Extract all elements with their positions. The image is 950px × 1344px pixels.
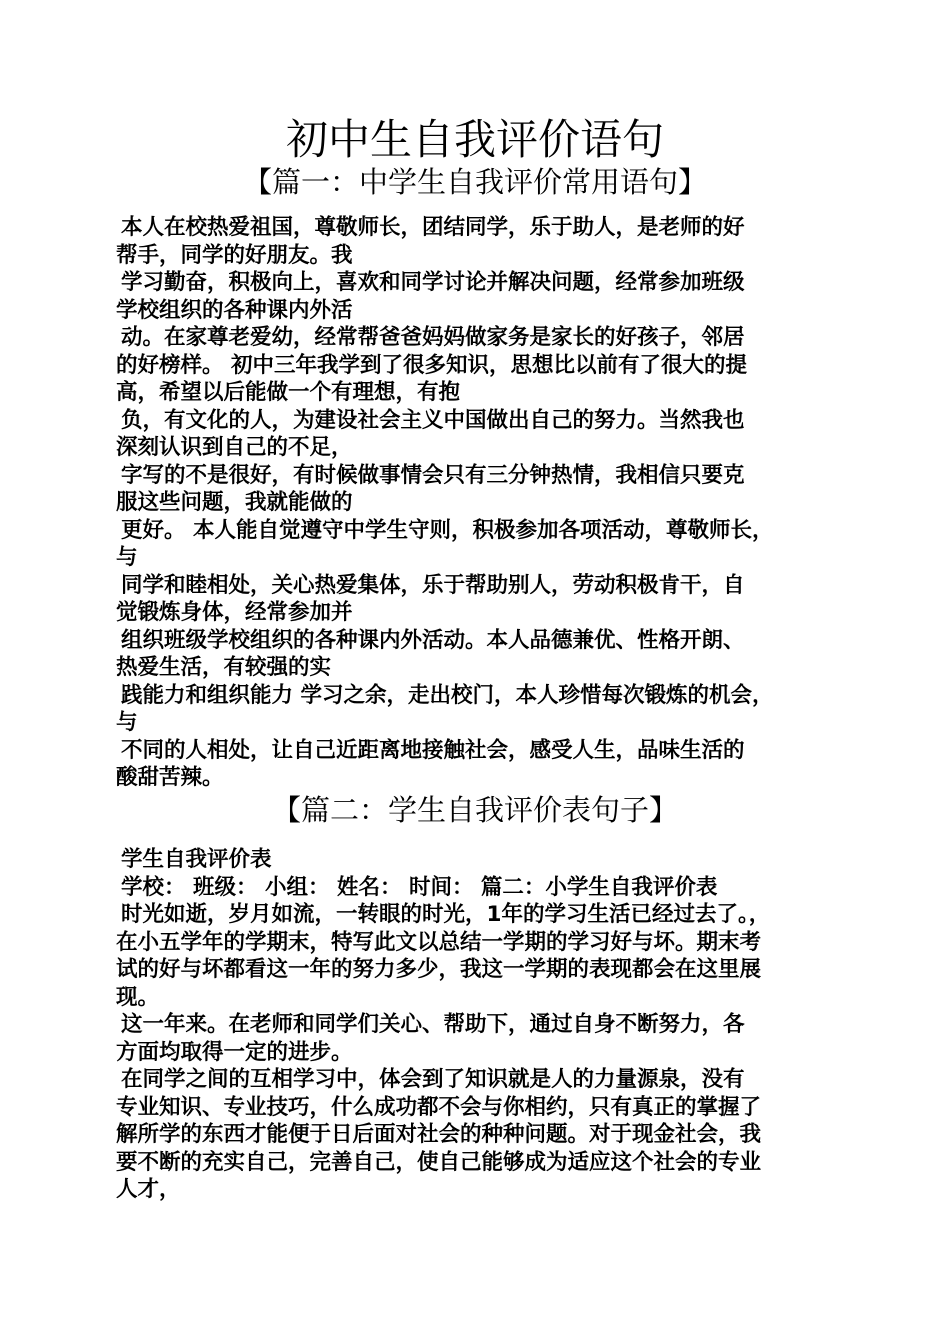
paragraph-line: 同学和睦相处，关心热爱集体，乐于帮助别人，劳动积极肯干，自: [121, 572, 745, 598]
paragraph-line: 与: [116, 545, 138, 570]
paragraph-line: 本人在校热爱祖国，尊敬师长，团结同学，乐于助人，是老师的好: [121, 215, 745, 240]
section-heading-2: 【篇二：学生自我评价表句子】: [271, 793, 678, 827]
paragraph-line: 不同的人相处，让自己近距离地接触社会，感受人生，品味生活的: [121, 737, 745, 763]
section-heading-1: 【篇一：中学生自我评价常用语句】: [242, 165, 707, 199]
paragraph-line: 现。: [116, 984, 160, 1010]
paragraph-line: 帮手，同学的好朋友。我: [116, 242, 353, 268]
paragraph-line: 更好。 本人能自觉遵守中学生守则，积极参加各项活动，尊敬师长，: [121, 517, 774, 543]
paragraph-line: 在小五学年的学期末，特写此文以总结一学期的学习好与坏。期末考: [116, 929, 762, 955]
paragraph-line: 学校组织的各种课内外活: [116, 297, 353, 323]
section-body-1: [116, 214, 836, 792]
paragraph-line: 这一年来。在老师和同学们关心、帮助下，通过自身不断努力，各: [121, 1012, 745, 1037]
paragraph-line: 方面均取得一定的进步。: [116, 1039, 353, 1065]
paragraph-line: 人才，: [116, 1177, 181, 1202]
paragraph-line: 学习勤奋，积极向上，喜欢和同学讨论并解决问题，经常参加班级: [121, 270, 745, 295]
paragraph-line: 在同学之间的互相学习中，体会到了知识就是人的力量源泉，没有: [121, 1067, 745, 1092]
paragraph-line: 解所学的东西才能便于日后面对社会的种种问题。对于现金社会，我: [116, 1122, 762, 1147]
paragraph-line: 热爱生活，有较强的实: [116, 655, 332, 680]
paragraph-line: 觉锻炼身体，经常参加并: [116, 600, 353, 625]
paragraph-line: 高，希望以后能做一个有理想，有抱: [116, 380, 461, 405]
paragraph-line: 的好榜样。 初中三年我学到了很多知识，思想比以前有了很大的提: [116, 352, 747, 378]
paragraph-line: 试的好与坏都看这一年的努力多少，我这一学期的表现都会在这里展: [116, 957, 762, 982]
paragraph-line: 践能力和组织能力 学习之余，走出校门，本人珍惜每次锻炼的机会，: [121, 682, 774, 708]
paragraph-line: 动。在家尊老爱幼，经常帮爸爸妈妈做家务是家长的好孩子，邻居: [121, 325, 745, 350]
paragraph-line: 字写的不是很好，有时候做事情会只有三分钟热情，我相信只要克: [121, 462, 745, 488]
paragraph-line: 与: [116, 710, 138, 735]
paragraph-line: 要不断的充实自己，完善自己，使自己能够成为适应这个社会的专业: [116, 1149, 762, 1175]
document-title: 初中生自我评价语句: [285, 115, 664, 164]
paragraph-line: 时光如逝，岁月如流，一转眼的时光，1年的学习生活已经过去了。，: [121, 902, 771, 927]
paragraph-line: 深刻认识到自己的不足，: [116, 435, 353, 460]
paragraph-line: 酸甜苦辣。: [116, 765, 224, 790]
paragraph-line: 服这些问题，我就能做的: [116, 490, 353, 515]
paragraph-line: 专业知识、专业技巧，什么成功都不会与你相约，只有真正的掌握了: [116, 1094, 762, 1120]
section-body-2: [116, 846, 836, 1204]
paragraph-line: 学生自我评价表: [121, 847, 272, 872]
paragraph-line: 学校： 班级： 小组： 姓名： 时间： 篇二：小学生自我评价表: [121, 874, 718, 900]
paragraph-line: 组织班级学校组织的各种课内外活动。本人品德兼优、性格开朗、: [121, 627, 745, 653]
paragraph-line: 负，有文化的人，为建设社会主义中国做出自己的努力。当然我也: [121, 407, 745, 433]
